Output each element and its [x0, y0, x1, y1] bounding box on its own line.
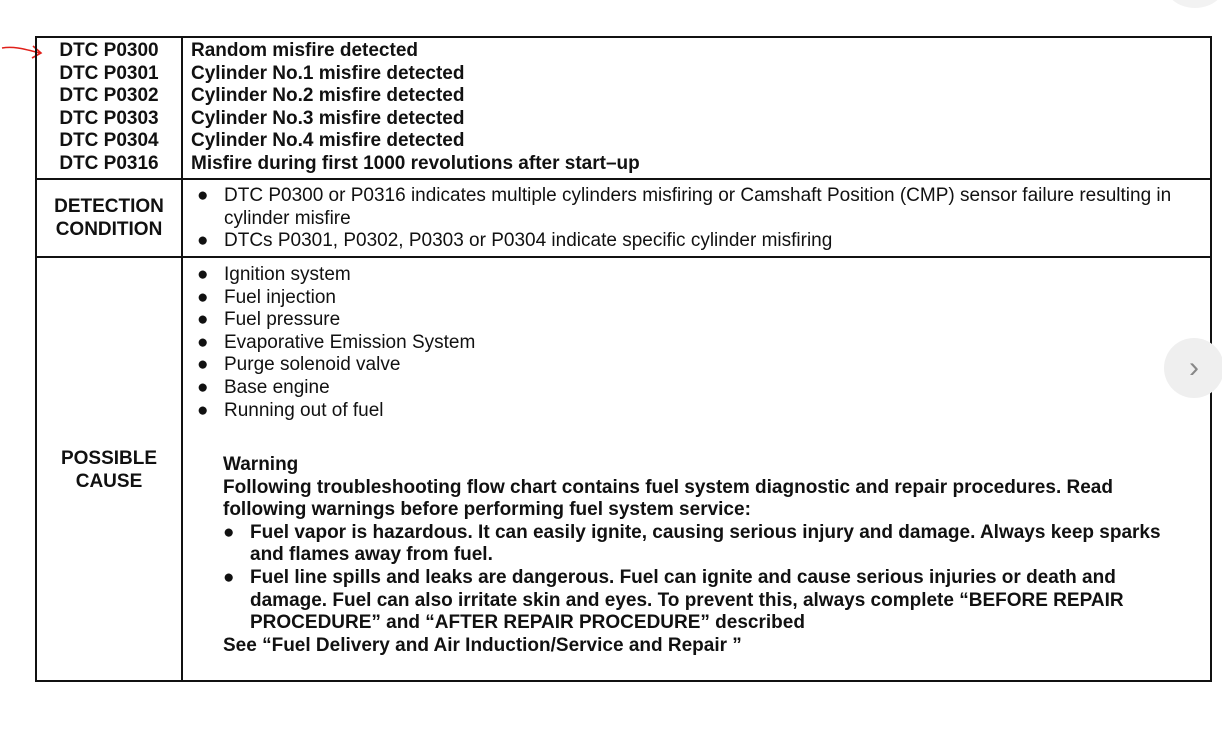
label-line: DETECTION [54, 196, 164, 217]
dtc-description: Cylinder No.4 misfire detected [191, 130, 465, 152]
label-line: CAUSE [75, 470, 143, 492]
bullet-icon: ● [197, 399, 209, 421]
warning-item [223, 522, 1193, 567]
dtc-code: DTC P0304 [59, 130, 159, 152]
item-text: Ignition system [224, 264, 351, 285]
dtc-description: Cylinder No.1 misfire detected [191, 62, 465, 84]
dtc-descriptions [191, 40, 640, 176]
item-text: Fuel line spills and leaks are dangerous. Fuel can ignite and cause serious injuries or death and damage. Fuel can also irritate skin and eyes. To prevent this, always complete “BEFORE REPAIR PROCEDURE” and “AFTER REPAIR PROCEDURE” described [250, 566, 1124, 634]
row-divider [37, 256, 1210, 258]
dtc-description: Cylinder No.2 misfire detected [191, 85, 465, 107]
bullet-icon: ● [223, 566, 235, 588]
list-item [197, 309, 475, 332]
previous-control-partial[interactable] [1165, 0, 1222, 8]
possible-cause-list [197, 264, 475, 422]
dtc-table [35, 36, 1212, 682]
list-item [197, 185, 1197, 230]
list-item [197, 287, 475, 310]
list-item [197, 264, 475, 287]
bullet-icon: ● [197, 264, 209, 285]
item-text: Evaporative Emission System [224, 331, 476, 353]
list-item [197, 354, 475, 377]
item-text: Fuel injection [224, 286, 336, 308]
item-text: Running out of fuel [224, 399, 384, 421]
list-item [197, 377, 475, 400]
next-page-button[interactable]: › [1164, 338, 1222, 398]
dtc-description: Random misfire detected [191, 40, 418, 61]
dtc-description: Cylinder No.3 misfire detected [191, 107, 465, 129]
see-also-reference: See “Fuel Delivery and Air Induction/Service and Repair ” [223, 634, 742, 656]
warning-title: Warning [223, 454, 299, 475]
warning-item [223, 567, 1193, 635]
warning-list [223, 522, 1193, 635]
item-text: Fuel vapor is hazardous. It can easily ignite, causing serious injury and damage. Always keep sparks and flames away from fuel. [250, 521, 1161, 566]
column-divider [181, 38, 183, 680]
bullet-icon: ● [223, 521, 235, 543]
bullet-icon: ● [197, 286, 209, 308]
warning-intro: Following troubleshooting flow chart contains fuel system diagnostic and repair procedures. Read following warnings before performing fuel system service: [223, 476, 1113, 521]
dtc-code: DTC P0302 [59, 85, 159, 107]
detection-condition-label [37, 196, 181, 241]
item-text: DTCs P0301, P0302, P0303 or P0304 indicate specific cylinder misfiring [224, 230, 833, 252]
dtc-description: Misfire during first 1000 revolutions after start–up [191, 152, 640, 174]
bullet-icon: ● [197, 230, 209, 252]
bullet-icon: ● [197, 376, 209, 398]
list-item [197, 332, 475, 355]
possible-cause-label [37, 448, 181, 493]
detection-condition-list [197, 185, 1197, 253]
item-text: Base engine [224, 376, 330, 398]
label-line: POSSIBLE [60, 448, 158, 469]
dtc-code: DTC P0301 [59, 62, 159, 84]
dtc-codes [37, 40, 181, 176]
item-text: DTC P0300 or P0316 indicates multiple cylinders misfiring or Camshaft Position (CMP) sensor failure resulting in cylinder misfire [224, 185, 1172, 229]
list-item [197, 230, 1197, 253]
list-item [197, 400, 475, 423]
bullet-icon: ● [197, 331, 209, 353]
bullet-icon: ● [197, 185, 209, 206]
warning-block [223, 454, 1193, 657]
dtc-code: DTC P0300 [59, 40, 159, 61]
item-text: Purge solenoid valve [224, 354, 401, 376]
bullet-icon: ● [197, 354, 209, 376]
bullet-icon: ● [197, 309, 209, 331]
label-line: CONDITION [55, 218, 163, 240]
item-text: Fuel pressure [224, 309, 341, 331]
dtc-code: DTC P0303 [59, 107, 159, 129]
dtc-code: DTC P0316 [59, 152, 159, 174]
row-divider [37, 178, 1210, 180]
